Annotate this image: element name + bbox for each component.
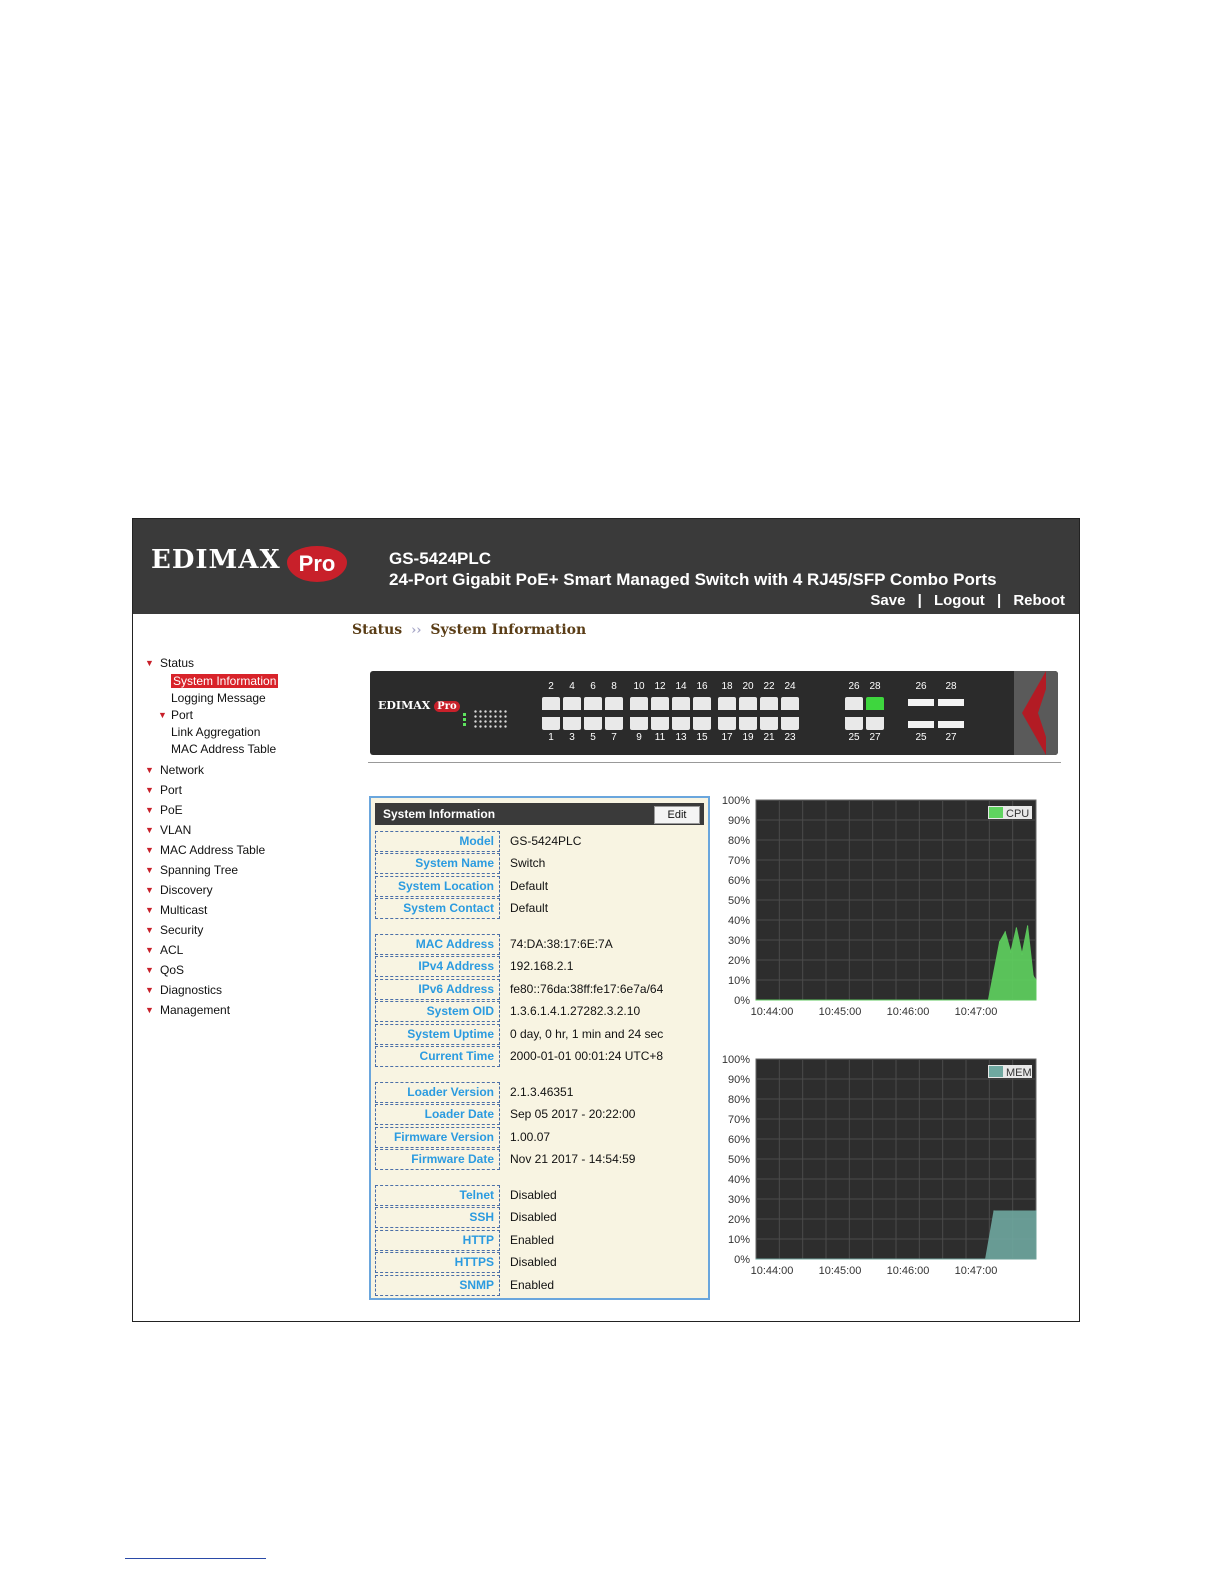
caret-down-icon: ▼ — [145, 805, 154, 815]
info-row-ssh — [375, 1207, 704, 1228]
caret-down-icon: ▼ — [145, 658, 154, 668]
info-value: 1.3.6.1.4.1.27282.3.2.10 — [510, 1004, 641, 1018]
port-4[interactable] — [563, 697, 581, 710]
info-row-mac-address — [375, 934, 704, 955]
sfp-slot-27 — [938, 721, 964, 728]
sidebar-item-label: ACL — [160, 943, 184, 957]
sidebar-item-status-mac-address-table[interactable] — [145, 741, 345, 758]
action-separator: | — [996, 592, 1002, 609]
port-label[interactable]: 9 — [636, 732, 642, 743]
caret-down-icon: ▼ — [145, 865, 154, 875]
panel-brand: EDIMAX — [378, 699, 431, 712]
panel-logo — [378, 699, 460, 712]
sidebar-item-spanning-tree[interactable] — [145, 860, 345, 880]
info-value: Enabled — [510, 1233, 555, 1247]
port-9[interactable] — [630, 717, 648, 730]
sidebar-item-label: QoS — [160, 963, 185, 977]
save-link[interactable]: Save — [870, 592, 906, 609]
port-7[interactable] — [605, 717, 623, 730]
port-label[interactable]: 15 — [696, 732, 708, 743]
y-tick-label: 90% — [727, 815, 750, 827]
port-label[interactable]: 22 — [763, 681, 775, 692]
info-value: Nov 21 2017 - 14:54:59 — [510, 1152, 636, 1166]
sidebar-item-port[interactable] — [145, 780, 345, 800]
port-label[interactable]: 6 — [590, 681, 596, 692]
port-label[interactable]: 25 — [848, 732, 860, 743]
info-label: Firmware Date — [375, 1149, 500, 1170]
port-13[interactable] — [672, 717, 690, 730]
info-label: System Contact — [375, 898, 500, 919]
port-10[interactable] — [630, 697, 648, 710]
caret-down-icon: ▼ — [145, 885, 154, 895]
y-tick-label: 30% — [727, 935, 750, 947]
port-6[interactable] — [584, 697, 602, 710]
info-value: 74:DA:38:17:6E:7A — [510, 937, 613, 951]
data-point — [993, 1210, 994, 1211]
sfp-slot-28 — [938, 699, 964, 706]
y-tick-label: 80% — [727, 1094, 750, 1106]
info-row-system-location — [375, 876, 704, 897]
data-point — [1033, 975, 1034, 976]
info-row-https — [375, 1252, 704, 1273]
info-label: Firmware Version — [375, 1127, 500, 1148]
y-tick-label: 90% — [727, 1074, 750, 1086]
info-label: SNMP — [375, 1275, 500, 1296]
system-information-header — [375, 803, 704, 825]
sidebar-item-acl[interactable] — [145, 940, 345, 960]
port-label[interactable]: 13 — [675, 732, 687, 743]
panel-brand-pro: Pro — [434, 701, 459, 712]
sidebar-item-status[interactable] — [145, 653, 345, 673]
info-label: Loader Date — [375, 1104, 500, 1125]
sidebar-item-system-information[interactable] — [145, 673, 345, 690]
data-point — [985, 1258, 986, 1259]
info-row-http — [375, 1230, 704, 1251]
port-label[interactable]: 21 — [763, 732, 775, 743]
info-row-firmware-date — [375, 1149, 704, 1170]
port-23[interactable] — [781, 717, 799, 730]
mem-chart-svg — [721, 1053, 1051, 1283]
sidebar-item-discovery[interactable] — [145, 880, 345, 900]
info-value: Sep 05 2017 - 20:22:00 — [510, 1107, 636, 1121]
caret-down-icon: ▼ — [145, 825, 154, 835]
info-row-ipv4-address — [375, 956, 704, 977]
info-row-loader-date — [375, 1104, 704, 1125]
info-value: 192.168.2.1 — [510, 959, 574, 973]
y-tick-label: 0% — [734, 1254, 750, 1266]
sidebar-item-qos[interactable] — [145, 960, 345, 980]
header-actions — [870, 592, 1065, 609]
data-point — [999, 941, 1000, 942]
sidebar-item-label: MAC Address Table — [160, 843, 266, 857]
data-point — [1035, 1210, 1036, 1211]
info-row-firmware-version — [375, 1127, 704, 1148]
info-label: System Location — [375, 876, 500, 897]
y-tick-label: 10% — [727, 975, 750, 987]
port-label[interactable]: 12 — [654, 681, 666, 692]
caret-down-icon: ▼ — [145, 925, 154, 935]
port-label[interactable]: 19 — [742, 732, 754, 743]
data-point — [1005, 931, 1006, 932]
sfp-label[interactable]: 28 — [945, 681, 957, 692]
app-window — [132, 518, 1080, 1322]
sidebar-item-label: MAC Address Table — [171, 742, 277, 756]
port-label[interactable]: 20 — [742, 681, 754, 692]
cpu-chart-svg — [721, 794, 1051, 1024]
legend-label: CPU — [1006, 808, 1030, 820]
port-label[interactable]: 28 — [869, 681, 881, 692]
info-row-current-time — [375, 1046, 704, 1067]
port-label[interactable]: 3 — [569, 732, 575, 743]
info-label: Model — [375, 831, 500, 852]
info-row-snmp — [375, 1275, 704, 1296]
data-point — [1016, 927, 1017, 928]
port-20[interactable] — [739, 697, 757, 710]
info-value: Default — [510, 901, 549, 915]
data-point — [755, 1258, 756, 1259]
port-1[interactable] — [542, 717, 560, 730]
breadcrumb-chevron-icon: ›› — [411, 623, 422, 638]
y-tick-label: 70% — [727, 1114, 750, 1126]
x-tick-label: 10:44:00 — [750, 1265, 794, 1277]
info-value: Disabled — [510, 1255, 557, 1269]
breadcrumb — [352, 622, 586, 638]
sidebar-item-label: Status — [160, 656, 195, 670]
sidebar-item-poe[interactable] — [145, 800, 345, 820]
memory-usage-chart — [721, 1053, 1051, 1288]
sidebar-item-status-port[interactable] — [145, 707, 345, 724]
info-row-model — [375, 831, 704, 852]
info-value: Disabled — [510, 1188, 557, 1202]
system-information-title: System Information — [383, 807, 496, 821]
info-row-ipv6-address — [375, 979, 704, 1000]
edit-button[interactable]: Edit — [654, 806, 700, 824]
port-label[interactable]: 17 — [721, 732, 733, 743]
info-value: Enabled — [510, 1278, 555, 1292]
x-tick-label: 10:45:00 — [818, 1006, 862, 1018]
info-label: HTTPS — [375, 1252, 500, 1273]
port-12[interactable] — [651, 697, 669, 710]
port-11[interactable] — [651, 717, 669, 730]
y-tick-label: 20% — [727, 955, 750, 967]
sidebar-sub-group — [158, 707, 345, 724]
data-point — [1021, 953, 1022, 954]
sidebar-item-security[interactable] — [145, 920, 345, 940]
port-label[interactable]: 8 — [611, 681, 617, 692]
y-tick-label: 40% — [727, 1174, 750, 1186]
port-22[interactable] — [760, 697, 778, 710]
info-row-system-oid — [375, 1001, 704, 1022]
sidebar-item-label: Network — [160, 763, 205, 777]
port-25[interactable] — [845, 717, 863, 730]
y-tick-label: 70% — [727, 855, 750, 867]
sidebar-item-label: Multicast — [160, 903, 208, 917]
info-label: Loader Version — [375, 1082, 500, 1103]
x-tick-label: 10:46:00 — [886, 1006, 930, 1018]
port-24[interactable] — [781, 697, 799, 710]
info-label: MAC Address — [375, 934, 500, 955]
info-value: 2000-01-01 00:01:24 UTC+8 — [510, 1049, 664, 1063]
port-26[interactable] — [845, 697, 863, 710]
y-tick-label: 20% — [727, 1214, 750, 1226]
info-label: System Name — [375, 853, 500, 874]
port-label[interactable]: 4 — [569, 681, 575, 692]
port-label[interactable]: 5 — [590, 732, 596, 743]
port-label[interactable]: 27 — [869, 732, 881, 743]
port-2[interactable] — [542, 697, 560, 710]
data-point — [988, 999, 989, 1000]
port-label[interactable]: 18 — [721, 681, 733, 692]
x-tick-label: 10:47:00 — [954, 1006, 998, 1018]
sidebar-item-mac-address-table[interactable] — [145, 840, 345, 860]
x-tick-label: 10:45:00 — [818, 1265, 862, 1277]
x-tick-label: 10:44:00 — [750, 1006, 794, 1018]
port-label[interactable]: 11 — [654, 732, 666, 743]
panel-edge-decoration — [1014, 671, 1058, 755]
info-label: IPv4 Address — [375, 956, 500, 977]
sidebar-item-label: System Information — [173, 674, 277, 688]
info-label: IPv6 Address — [375, 979, 500, 1000]
port-label[interactable]: 23 — [784, 732, 796, 743]
port-17[interactable] — [718, 717, 736, 730]
y-tick-label: 60% — [727, 875, 750, 887]
caret-down-icon: ▼ — [145, 905, 154, 915]
port-8[interactable] — [605, 697, 623, 710]
port-21[interactable] — [760, 717, 778, 730]
sidebar-item-network[interactable] — [145, 760, 345, 780]
brand-name: EDIMAX — [151, 545, 281, 575]
sidebar-item-label: Port — [160, 783, 183, 797]
y-tick-label: 50% — [727, 895, 750, 907]
port-19[interactable] — [739, 717, 757, 730]
sidebar-item-vlan[interactable] — [145, 820, 345, 840]
sidebar-item-label: Management — [160, 1003, 231, 1017]
info-label: System OID — [375, 1001, 500, 1022]
sidebar-item-label: Link Aggregation — [171, 725, 261, 739]
data-point — [1010, 951, 1011, 952]
sidebar-item-label: Logging Message — [171, 691, 266, 705]
info-row-system-contact — [375, 898, 704, 919]
info-value: 1.00.07 — [510, 1130, 551, 1144]
port-label[interactable]: 1 — [548, 732, 554, 743]
action-separator: | — [917, 592, 922, 609]
port-18[interactable] — [718, 697, 736, 710]
model-title: GS-5424PLC — [389, 549, 492, 568]
x-tick-label: 10:46:00 — [886, 1265, 930, 1277]
port-16[interactable] — [693, 697, 711, 710]
port-label[interactable]: 7 — [611, 732, 617, 743]
info-value: Disabled — [510, 1210, 557, 1224]
vent-grille — [473, 709, 507, 729]
caret-down-icon: ▼ — [158, 710, 167, 720]
port-label[interactable]: 10 — [633, 681, 645, 692]
y-tick-label: 10% — [727, 1234, 750, 1246]
y-tick-label: 30% — [727, 1194, 750, 1206]
footnote-rule — [125, 1558, 266, 1559]
x-tick-label: 10:47:00 — [954, 1265, 998, 1277]
info-value: 0 day, 0 hr, 1 min and 24 sec — [510, 1027, 664, 1041]
sidebar-item-label: Security — [160, 923, 204, 937]
info-row-telnet — [375, 1185, 704, 1206]
caret-down-icon: ▼ — [145, 965, 154, 975]
y-tick-label: 100% — [721, 795, 750, 807]
y-tick-label: 80% — [727, 835, 750, 847]
y-tick-label: 40% — [727, 915, 750, 927]
info-label: HTTP — [375, 1230, 500, 1251]
sidebar-item-label: Discovery — [160, 883, 213, 897]
y-tick-label: 100% — [721, 1054, 750, 1066]
info-value: Switch — [510, 856, 546, 870]
sidebar-item-diagnostics[interactable] — [145, 980, 345, 1000]
y-tick-label: 50% — [727, 1154, 750, 1166]
legend-swatch — [989, 807, 1003, 818]
y-tick-label: 60% — [727, 1134, 750, 1146]
port-label[interactable]: 26 — [848, 681, 860, 692]
legend-swatch — [989, 1066, 1003, 1077]
breadcrumb-page: System Information — [430, 622, 587, 638]
port-label[interactable]: 14 — [675, 681, 687, 692]
port-5[interactable] — [584, 717, 602, 730]
sfp-slot-25 — [908, 721, 934, 728]
port-28[interactable] — [866, 697, 884, 710]
caret-down-icon: ▼ — [145, 765, 154, 775]
info-value: 2.1.3.46351 — [510, 1085, 574, 1099]
sidebar-item-label: VLAN — [160, 823, 192, 837]
caret-down-icon: ▼ — [145, 845, 154, 855]
cpu-usage-chart — [721, 794, 1051, 1029]
sidebar-item-management[interactable] — [145, 1000, 345, 1020]
model-description: 24-Port Gigabit PoE+ Smart Managed Switch with 4 RJ45/SFP Combo Ports — [389, 570, 997, 589]
caret-down-icon: ▼ — [145, 985, 154, 995]
data-point — [755, 999, 756, 1000]
brand-pro-badge: Pro — [287, 546, 347, 582]
sidebar — [145, 653, 345, 1020]
info-row-system-uptime — [375, 1024, 704, 1045]
info-value: GS-5424PLC — [510, 834, 582, 848]
legend-label: MEM — [1006, 1067, 1032, 1079]
sfp-slot-26 — [908, 699, 934, 706]
port-3[interactable] — [563, 717, 581, 730]
sfp-label[interactable]: 27 — [945, 732, 957, 743]
caret-down-icon: ▼ — [145, 1005, 154, 1015]
info-label: Telnet — [375, 1185, 500, 1206]
content-divider — [368, 762, 1061, 763]
info-row-system-name — [375, 853, 704, 874]
sidebar-item-link-aggregation[interactable] — [145, 724, 345, 741]
info-row-loader-version — [375, 1082, 704, 1103]
data-point — [1035, 979, 1036, 980]
port-15[interactable] — [693, 717, 711, 730]
y-tick-label: 0% — [734, 995, 750, 1007]
sidebar-item-label: Port — [171, 708, 194, 722]
status-leds — [463, 713, 466, 728]
sidebar-item-multicast[interactable] — [145, 900, 345, 920]
sidebar-item-label: Diagnostics — [160, 983, 223, 997]
port-label[interactable]: 24 — [784, 681, 796, 692]
sidebar-item-label: PoE — [160, 803, 183, 817]
sidebar-item-label: Spanning Tree — [160, 863, 239, 877]
reboot-link[interactable]: Reboot — [1013, 592, 1065, 609]
port-label[interactable]: 2 — [548, 681, 554, 692]
port-14[interactable] — [672, 697, 690, 710]
port-label[interactable]: 16 — [696, 681, 708, 692]
info-label: SSH — [375, 1207, 500, 1228]
switch-front-panel — [370, 671, 1058, 755]
data-point — [1027, 925, 1028, 926]
sfp-label[interactable]: 26 — [915, 681, 927, 692]
info-value: fe80::76da:38ff:fe17:6e7a/64 — [510, 982, 664, 996]
info-value: Default — [510, 879, 549, 893]
sidebar-item-logging-message[interactable] — [145, 690, 345, 707]
header-bar — [133, 519, 1079, 614]
caret-down-icon: ▼ — [145, 785, 154, 795]
breadcrumb-section[interactable]: Status — [352, 622, 403, 638]
info-label: Current Time — [375, 1046, 500, 1067]
sfp-label[interactable]: 25 — [915, 732, 927, 743]
system-information-box — [369, 796, 710, 1300]
caret-down-icon: ▼ — [145, 945, 154, 955]
info-label: System Uptime — [375, 1024, 500, 1045]
port-27[interactable] — [866, 717, 884, 730]
logout-link[interactable]: Logout — [933, 592, 985, 609]
